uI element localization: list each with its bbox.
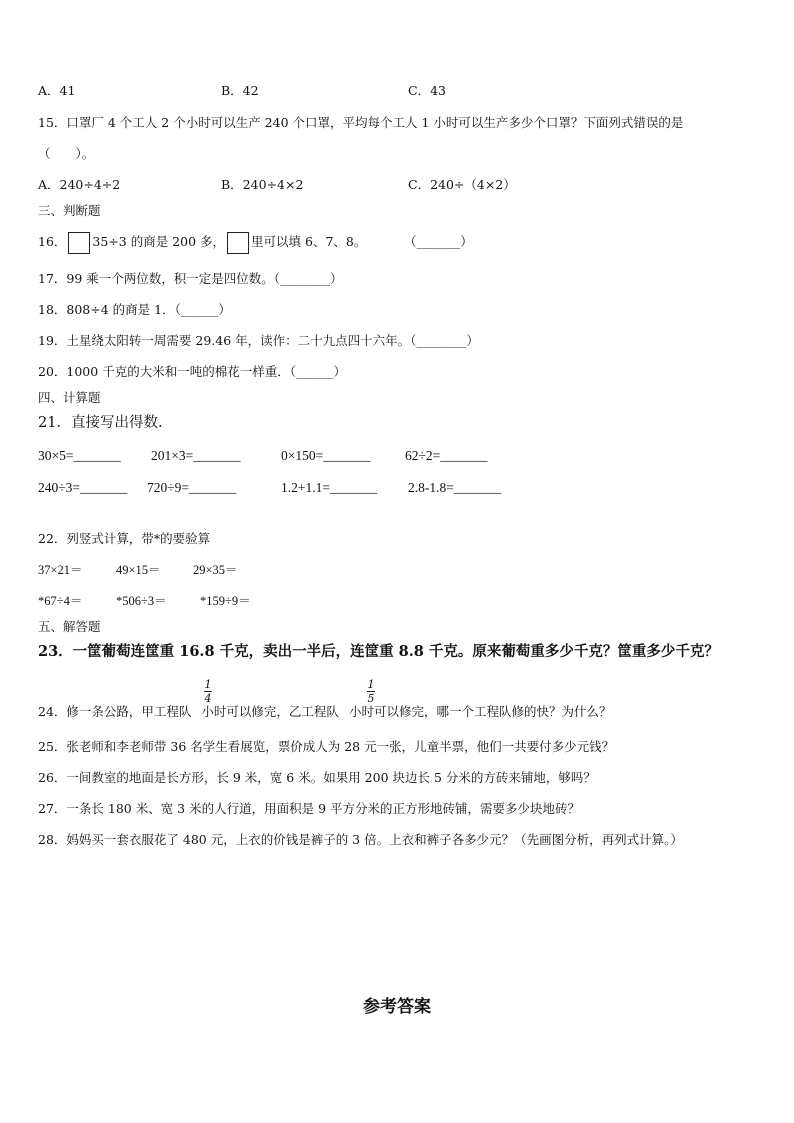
fraction-numerator: 1 [204, 678, 212, 691]
q21-item: 240÷3=_______ [38, 480, 128, 495]
q27: 27．一条长 180 米、宽 3 米的人行道，用面积是 9 平方分米的正方形地砖铺，需要多少块地砖？ [38, 801, 581, 816]
q22-item: 37×21＝ [38, 563, 83, 577]
fraction-denominator: 4 [204, 692, 212, 705]
q22-item: *506÷3＝ [116, 594, 167, 608]
q14-option-a: A．41 [38, 83, 76, 98]
section-4-heading: 四、计算题 [38, 390, 101, 405]
q16-blank: （_______） [404, 234, 473, 249]
q19: 19．土星绕太阳转一周需要 29.46 年，读作：二十九点四十六年。（________） [38, 333, 479, 348]
answer-box [68, 232, 90, 254]
answer-box [227, 232, 249, 254]
q21-item: 2.8-1.8=_______ [408, 480, 502, 495]
q26: 26．一间教室的地面是长方形，长 9 米，宽 6 米。如果用 200 块边长 5 分米的方砖来铺地，够吗？ [38, 770, 596, 785]
q24-fraction-2 [367, 679, 375, 704]
q14-option-c: C．43 [408, 83, 446, 98]
q21-item: 201×3=_______ [151, 448, 241, 463]
section-5-heading: 五、解答题 [38, 619, 101, 634]
q21-item: 720÷9=_______ [147, 480, 237, 495]
q15-option-c: C．240÷（4×2） [408, 177, 516, 192]
q21-item: 62÷2=_______ [405, 448, 488, 463]
q14-option-b: B．42 [221, 83, 259, 98]
q16-number: 16． [38, 234, 67, 249]
q24-line [38, 703, 611, 721]
q25: 25．张老师和李老师带 36 名学生看展览，票价成人为 28 元一张，儿童半票，他们一共要付多少元钱？ [38, 739, 615, 754]
section-3-heading: 三、判断题 [38, 203, 101, 218]
q18: 18．808÷4 的商是 1．（______） [38, 302, 231, 317]
q24-part1: 24．修一条公路，甲工程队 [38, 704, 192, 719]
answer-key-title: 参考答案 [363, 997, 431, 1017]
q24-fraction-1 [204, 679, 212, 704]
q22-title: 22．列竖式计算，带*的要验算 [38, 531, 211, 546]
q22-item: 29×35＝ [193, 563, 238, 577]
q21-title: 21．直接写出得数. [38, 415, 163, 431]
q16-line [38, 229, 366, 255]
q15-option-b: B．240÷4×2 [221, 177, 304, 192]
q20: 20．1000 千克的大米和一吨的棉花一样重．（______） [38, 364, 346, 379]
q28: 28．妈妈买一套衣服花了 480 元，上衣的价钱是裤子的 3 倍。上衣和裤子各多少元？（先画图分析，再列式计算。） [38, 832, 683, 847]
q23: 23．一筐葡萄连筐重 16.8 千克，卖出一半后，连筐重 8.8 千克。原来葡萄重多少千克？筐重多少千克？ [38, 643, 719, 660]
q21-item: 1.2+1.1=_______ [281, 480, 378, 495]
q17: 17．99 乘一个两位数，积一定是四位数。（________） [38, 271, 343, 286]
q16-middle: 35÷3 的商是 200 多， [92, 234, 226, 249]
q22-item: *67÷4＝ [38, 594, 83, 608]
q22-item: *159÷9＝ [200, 594, 251, 608]
q22-item: 49×15＝ [116, 563, 161, 577]
fraction-numerator: 1 [367, 678, 375, 691]
q21-item: 0×150=_______ [281, 448, 371, 463]
q16-tail: 里可以填 6、7、8。 [251, 234, 367, 249]
q21-item: 30×5=_______ [38, 448, 121, 463]
q24-part2: 小时可以修完，乙工程队 [201, 704, 339, 719]
q15-stem: 15．口罩厂 4 个工人 2 个小时可以生产 240 个口罩，平均每个工人 1 小时可以生产多少个口罩？下面列式错误的是 [38, 115, 684, 130]
q15-paren: （ ）。 [38, 146, 95, 161]
fraction-denominator: 5 [367, 692, 375, 705]
q15-option-a: A．240÷4÷2 [38, 177, 121, 192]
q24-part3: 小时可以修完，哪一个工程队修的快？为什么？ [348, 704, 612, 719]
